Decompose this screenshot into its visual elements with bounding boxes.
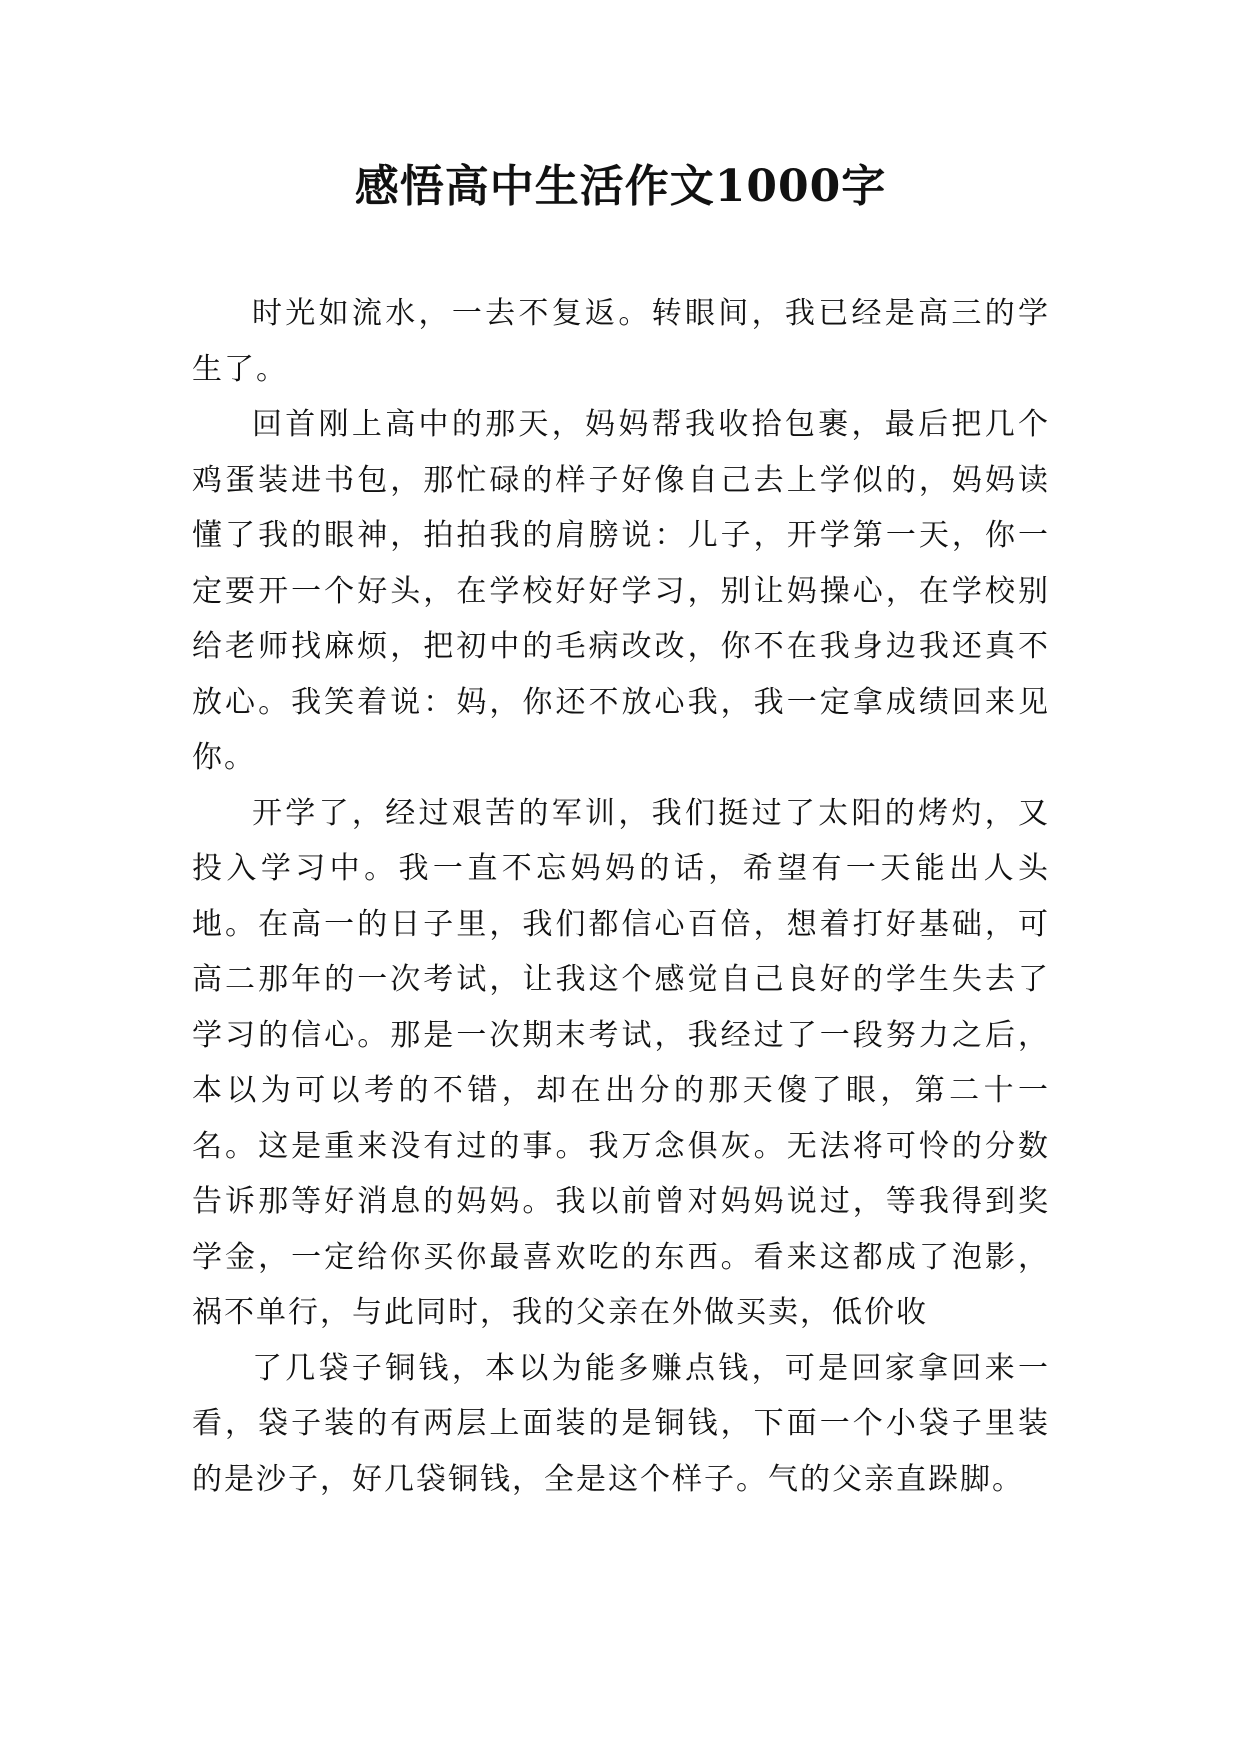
document-body: [192, 286, 1050, 1507]
paragraph-1: 时光如流水，一去不复返。转眼间，我已经是高三的学生了。: [192, 296, 1050, 387]
document-title: 感悟高中生活作文1000字: [354, 161, 887, 212]
paragraph-3: 开学了，经过艰苦的军训，我们挺过了太阳的烤灼，又投入学习中。我一直不忘妈妈的话，希望有一天能出人头地。在高一的日子里，我们都信心百倍，想着打好基础，可高二那年的一次考试，让我这个感觉自己良好的学生失去了学习的信心。那是一次期末考试，我经过了一段努力之后，本以为可以考的不错，却在出分的那天傻了眼，第二十一名。这是重来没有过的事。我万念俱灰。无法将可怜的分数告诉那等好消息的妈妈。我以前曾对妈妈说过，等我得到奖学金，一定给你买你最喜欢吃的东西。看来这都成了泡影，祸不单行，与此同时，我的父亲在外做买卖，低价收: [192, 795, 1050, 1330]
paragraph-2: 回首刚上高中的那天，妈妈帮我收拾包裹，最后把几个鸡蛋装进书包，那忙碌的样子好像自己去上学似的，妈妈读懂了我的眼神，拍拍我的肩膀说：儿子，开学第一天，你一定要开一个好头，在学校好好学习，别让妈操心，在学校别给老师找麻烦，把初中的毛病改改，你不在我身边我还真不放心。我笑着说：妈，你还不放心我，我一定拿成绩回来见你。: [192, 407, 1050, 775]
paragraph-4: 了几袋子铜钱，本以为能多赚点钱，可是回家拿回来一看，袋子装的有两层上面装的是铜钱，下面一个小袋子里装的是沙子，好几袋铜钱，全是这个样子。气的父亲直跺脚。: [192, 1350, 1050, 1497]
